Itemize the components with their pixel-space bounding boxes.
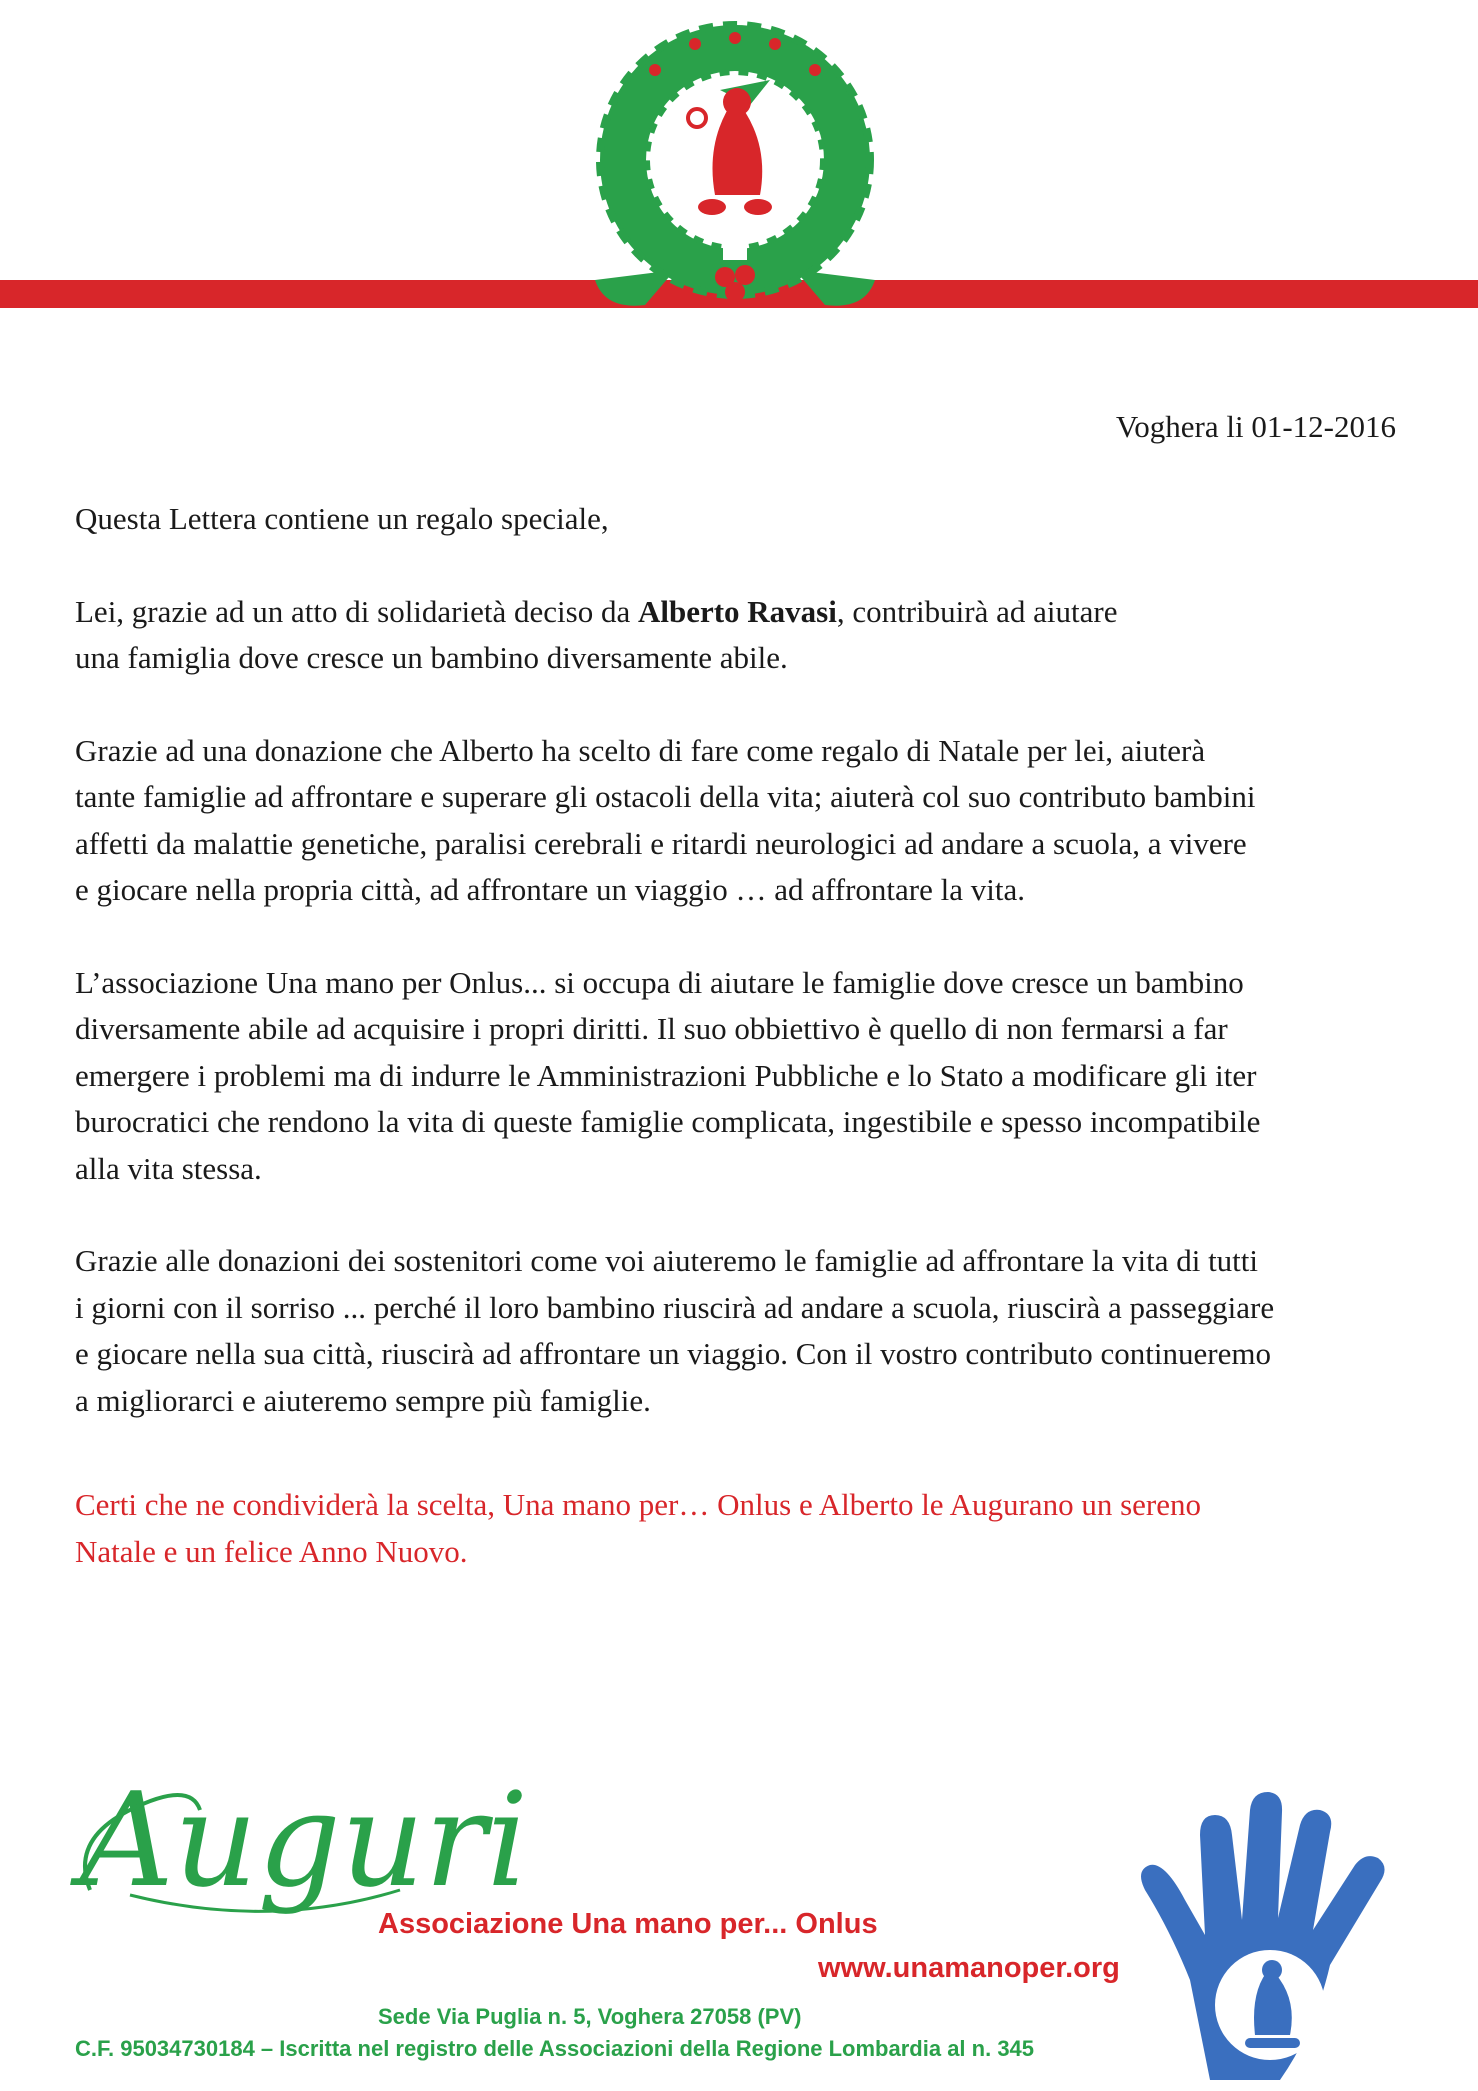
registry-line: C.F. 95034730184 – Iscritta nel registro delle Associazioni della Regione Lombardia al n. 345 (75, 2036, 1035, 2061)
letter-greeting: Questa Lettera contiene un regalo speciale, (75, 501, 609, 536)
text-line: tante famiglie ad affrontare e superare gli ostacoli della vita; aiuterà col suo contributo bambini (75, 779, 1256, 814)
letter-paragraph-1 (75, 589, 1415, 682)
text-line: a migliorarci e aiuteremo sempre più famiglie. (75, 1382, 651, 1418)
text-line: burocratici che rendono la vita di queste famiglie complicata, ingestibile e spesso incompatibile (75, 1104, 1261, 1139)
text-line: e giocare nella propria città, ad affrontare un viaggio … ad affrontare la vita. (75, 872, 1025, 907)
text-line: Grazie alle donazioni dei sostenitori come voi aiuteremo le famiglie ad affrontare la vita di tutti (75, 1243, 1259, 1278)
blue-hand-logo (1130, 1790, 1430, 2080)
auguri-text: Auguri (80, 1764, 529, 1916)
paragraph-1-text-b: , contribuirà ad aiutare (836, 593, 1118, 629)
paragraph-1-text-c: una famiglia dove cresce un bambino diversamente abile. (75, 640, 788, 675)
text-line: Natale e un felice Anno Nuovo. (75, 1533, 468, 1569)
association-name: Associazione Una mano per... Onlus (378, 1908, 878, 1940)
letter-paragraph-2 (75, 728, 1415, 914)
donor-name: Alberto Ravasi (637, 593, 837, 629)
text-line: Grazie ad una donazione che Alberto ha scelto di fare come regalo di Natale per lei, aiuterà (75, 732, 1206, 768)
address-line: Sede Via Puglia n. 5, Voghera 27058 (PV) (378, 2004, 802, 2029)
text-line: L’associazione Una mano per Onlus... si occupa di aiutare le famiglie dove cresce un bambino (75, 964, 1244, 1000)
text-line: alla vita stessa. (75, 1150, 262, 1186)
text-line: i giorni con il sorriso ... perché il loro bambino riuscirà ad andare a scuola, riuscirà a passeggiare (75, 1289, 1275, 1325)
letter-paragraph-3 (75, 960, 1415, 1193)
letter-date: Voghera li 01-12-2016 (1115, 409, 1396, 444)
christmas-wreath-logo (585, 10, 885, 340)
text-line: emergere i problemi ma di indurre le Amministrazioni Pubbliche e lo Stato a modificare gli iter (75, 1057, 1257, 1093)
letter-paragraph-4 (75, 1238, 1415, 1424)
paragraph-1-text-a: Lei, grazie ad un atto di solidarietà deciso da (75, 593, 638, 629)
website-link[interactable]: www.unamanoper.org (818, 1952, 1120, 1984)
text-line: diversamente abile ad acquisire i propri diritti. Il suo obbiettivo è quello di non fermarsi a far (75, 1011, 1228, 1046)
text-line: e giocare nella sua città, riuscirà ad affrontare un viaggio. Con il vostro contributo continueremo (75, 1336, 1271, 1371)
letter-closing (75, 1482, 1375, 1575)
text-line: Certi che ne condividerà la scelta, Una mano per… Onlus e Alberto le Augurano un sereno (75, 1487, 1201, 1522)
text-line: affetti da malattie genetiche, paralisi cerebrali e ritardi neurologici ad andare a scuola, a vivere (75, 825, 1247, 861)
letter-body (75, 496, 1415, 1424)
